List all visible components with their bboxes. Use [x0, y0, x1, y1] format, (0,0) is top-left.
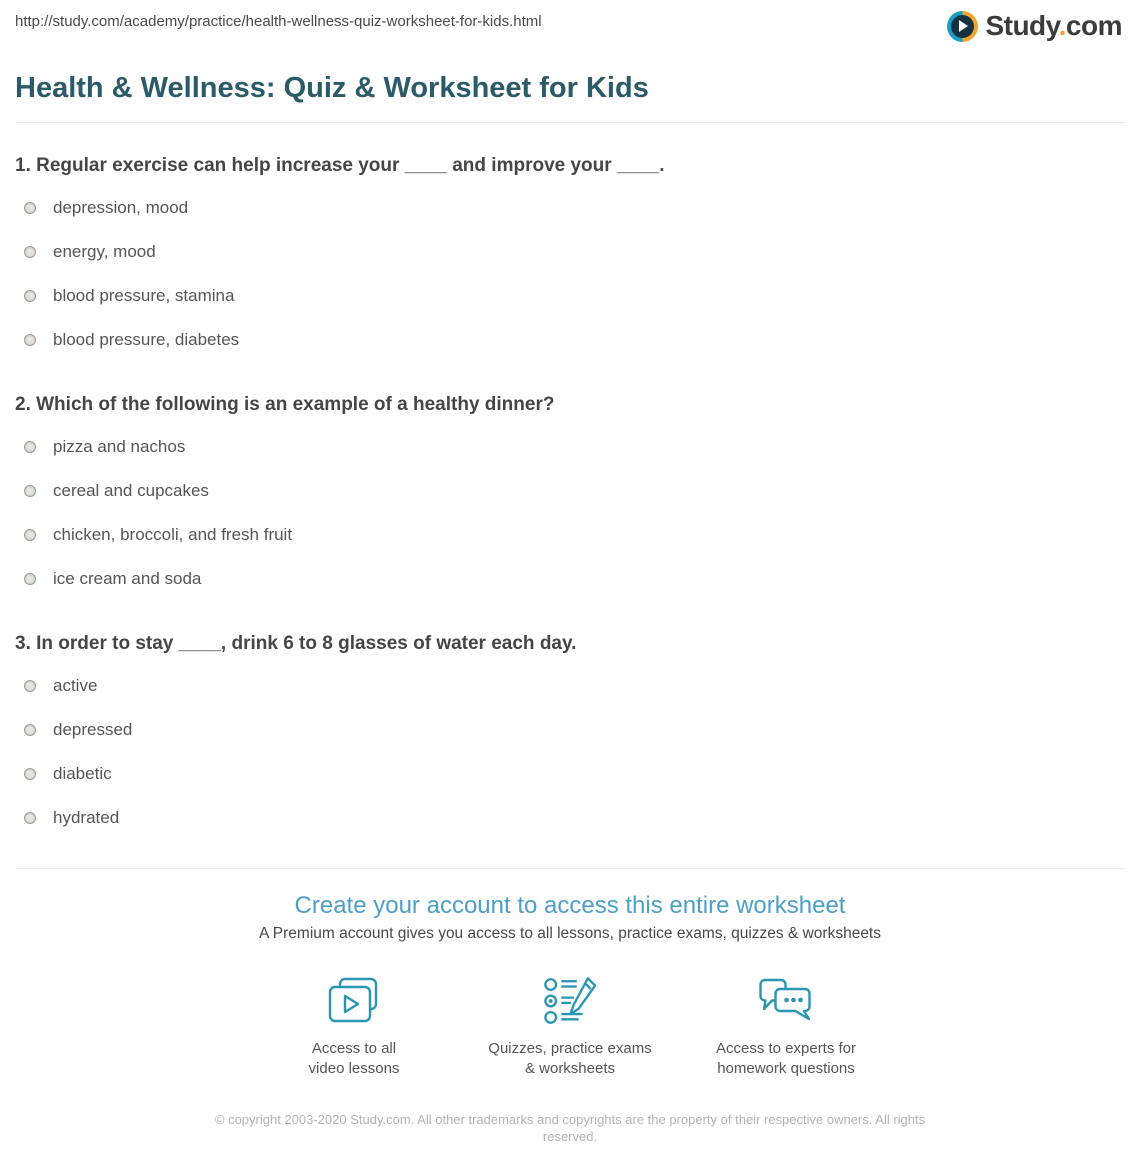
answer-option[interactable] — [15, 796, 1125, 840]
feature-quizzes-worksheets — [470, 975, 670, 1079]
question-2-text: 2. Which of the following is an example of a healthy dinner? — [15, 394, 555, 415]
radio-button[interactable] — [24, 573, 36, 585]
quizzes-worksheets-icon — [470, 975, 670, 1033]
option-label[interactable]: blood pressure, stamina — [53, 286, 235, 305]
cta-divider — [15, 868, 1125, 869]
answer-option[interactable] — [15, 186, 1125, 230]
answer-option[interactable] — [15, 664, 1125, 708]
feature-video-lessons — [254, 975, 454, 1079]
logo-dot: . — [1058, 10, 1066, 41]
page-url: http://study.com/academy/practice/health-wellness-quiz-worksheet-for-kids.html — [15, 13, 542, 30]
answer-option[interactable] — [15, 230, 1125, 274]
radio-button[interactable] — [24, 812, 36, 824]
question-2 — [15, 392, 1125, 601]
answer-option[interactable] — [15, 469, 1125, 513]
radio-button[interactable] — [24, 724, 36, 736]
option-label[interactable]: cereal and cupcakes — [53, 481, 209, 500]
radio-button[interactable] — [24, 334, 36, 346]
option-label[interactable]: depressed — [53, 720, 133, 739]
radio-button[interactable] — [24, 680, 36, 692]
features-row — [0, 975, 1140, 1079]
cta-subheading: A Premium account gives you access to all lessons, practice exams, quizzes & worksheets — [259, 925, 881, 942]
answer-option[interactable] — [15, 708, 1125, 752]
study-play-icon — [947, 11, 978, 42]
answer-option[interactable] — [15, 425, 1125, 469]
answer-option[interactable] — [15, 513, 1125, 557]
radio-button[interactable] — [24, 202, 36, 214]
option-label[interactable]: energy, mood — [53, 242, 156, 261]
answer-option[interactable] — [15, 274, 1125, 318]
answer-option[interactable] — [15, 557, 1125, 601]
radio-button[interactable] — [24, 246, 36, 258]
question-2-options — [15, 425, 1125, 601]
option-label[interactable]: ice cream and soda — [53, 569, 202, 588]
radio-button[interactable] — [24, 290, 36, 302]
question-1-text: 1. Regular exercise can help increase your ____ and improve your ____. — [15, 155, 665, 176]
feature-label: Access to experts for homework questions — [715, 1040, 857, 1077]
question-3-text: 3. In order to stay ____, drink 6 to 8 glasses of water each day. — [15, 633, 577, 654]
experts-chat-icon — [686, 975, 886, 1033]
answer-option[interactable] — [15, 318, 1125, 362]
question-3-options — [15, 664, 1125, 840]
option-label[interactable]: hydrated — [53, 808, 120, 827]
option-label[interactable]: pizza and nachos — [53, 437, 186, 456]
title-divider — [15, 122, 1125, 123]
option-label[interactable]: chicken, broccoli, and fresh fruit — [53, 525, 293, 544]
option-label[interactable]: blood pressure, diabetes — [53, 330, 240, 349]
copyright-notice: © copyright 2003-2020 Study.com. All other trademarks and copyrights are the property of their respective owners. All rights reserved. — [214, 1112, 926, 1144]
feature-label: Access to all video lessons — [308, 1040, 400, 1077]
radio-button[interactable] — [24, 768, 36, 780]
video-lessons-icon — [254, 975, 454, 1033]
option-label[interactable]: diabetic — [53, 764, 112, 783]
study-logo-text: Study.com — [985, 10, 1122, 41]
radio-button[interactable] — [24, 485, 36, 497]
question-1 — [15, 153, 1125, 362]
radio-button[interactable] — [24, 529, 36, 541]
cta-section — [0, 891, 1140, 1079]
question-3 — [15, 631, 1125, 840]
option-label[interactable]: active — [53, 676, 98, 695]
study-logo — [947, 10, 1122, 42]
feature-label: Quizzes, practice exams & worksheets — [488, 1040, 652, 1077]
answer-option[interactable] — [15, 752, 1125, 796]
cta-heading: Create your account to access this entire worksheet — [294, 892, 846, 919]
page-header — [0, 0, 1140, 42]
option-label[interactable]: depression, mood — [53, 198, 189, 217]
question-1-options — [15, 186, 1125, 362]
page-title: Health & Wellness: Quiz & Worksheet for Kids — [15, 72, 649, 104]
radio-button[interactable] — [24, 441, 36, 453]
feature-experts-chat — [686, 975, 886, 1079]
